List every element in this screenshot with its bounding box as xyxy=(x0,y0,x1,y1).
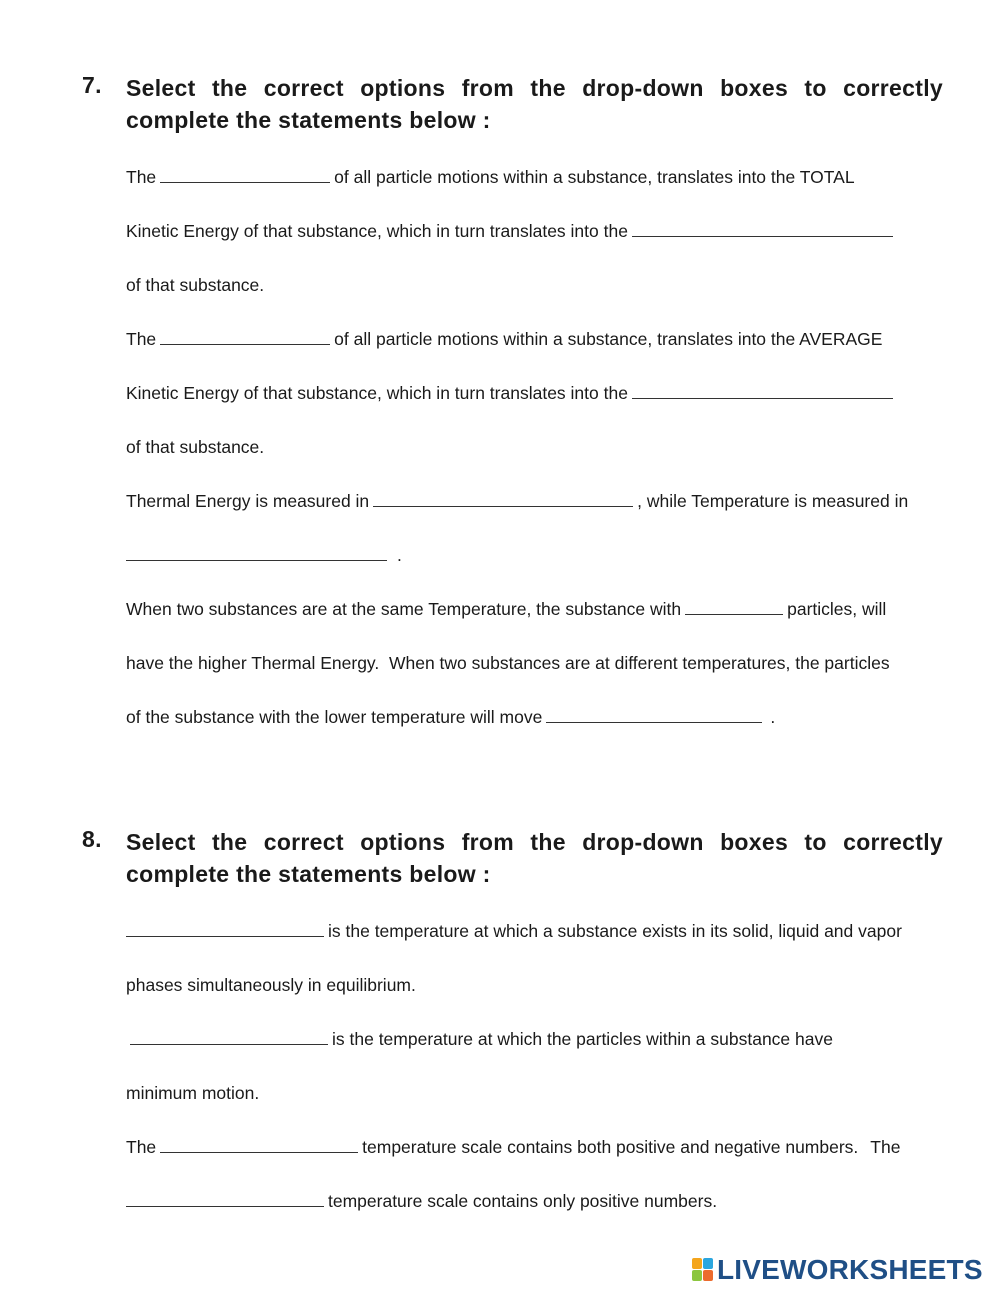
q7-dropdown-7[interactable] xyxy=(685,598,783,615)
q8-dropdown-3[interactable] xyxy=(160,1136,358,1153)
q8-s3-text-d: temperature scale contains only positive numbers. xyxy=(328,1191,718,1211)
question-7-number: 7. xyxy=(82,72,102,98)
q7-s4-text-b: particles, will xyxy=(787,599,887,619)
question-7-instruction-line-1: Select the correct options from the drop-down boxes to correctly xyxy=(126,75,943,101)
question-8-instruction-line-1: Select the correct options from the drop-down boxes to correctly xyxy=(126,829,943,855)
liveworksheets-logo-icon xyxy=(692,1258,714,1282)
q7-statement-3-line-2 xyxy=(126,544,943,566)
question-8-number: 8. xyxy=(82,826,102,852)
q7-s1-text-a: The xyxy=(126,167,157,187)
q7-s4-text-c: have the higher Thermal Energy. When two substances are at different temperatures, the particles xyxy=(126,653,890,673)
q7-statement-4-line-3 xyxy=(126,706,943,728)
q7-s2-text-a: The xyxy=(126,329,157,349)
q8-statement-1-line-1 xyxy=(126,920,943,942)
q7-dropdown-8[interactable] xyxy=(546,706,762,723)
q7-dropdown-6[interactable] xyxy=(126,544,387,561)
q7-statement-1-line-2 xyxy=(126,220,943,242)
liveworksheets-logo-text: LIVEWORKSHEETS xyxy=(717,1254,983,1285)
q7-statement-1-line-1 xyxy=(126,166,943,188)
q7-s3-text-b: , while Temperature is measured in xyxy=(637,491,909,511)
q8-s1-text-b: phases simultaneously in equilibrium. xyxy=(126,975,416,995)
q7-s4-text-d: of the substance with the lower temperature will move xyxy=(126,707,543,727)
question-8-instruction-line-2: complete the statements below : xyxy=(126,861,491,887)
q7-dropdown-5[interactable] xyxy=(373,490,633,507)
liveworksheets-logo xyxy=(692,1255,983,1285)
q7-s1-text-c: Kinetic Energy of that substance, which in turn translates into the xyxy=(126,221,628,241)
q8-dropdown-2[interactable] xyxy=(130,1028,328,1045)
q7-s2-text-c: Kinetic Energy of that substance, which in turn translates into the xyxy=(126,383,628,403)
q8-s3-text-b: temperature scale contains both positive and negative numbers. xyxy=(362,1137,859,1157)
q7-dropdown-3[interactable] xyxy=(160,328,330,345)
question-7-instruction xyxy=(126,72,943,136)
q8-statement-2-line-2 xyxy=(126,1082,943,1104)
q7-s4-text-e: . xyxy=(770,707,776,727)
q7-statement-2-line-2 xyxy=(126,382,943,404)
q7-dropdown-1[interactable] xyxy=(160,166,330,183)
q8-s3-text-c: The xyxy=(870,1137,901,1157)
q7-statement-3-line-1 xyxy=(126,490,943,512)
q7-statement-4-line-2 xyxy=(126,652,943,674)
q7-statement-4-line-1 xyxy=(126,598,943,620)
q7-s2-text-d: of that substance. xyxy=(126,437,265,457)
q8-s1-text-a: is the temperature at which a substance exists in its solid, liquid and vapor xyxy=(328,921,902,941)
q7-statement-1-line-3 xyxy=(126,274,943,296)
q8-dropdown-1[interactable] xyxy=(126,920,324,937)
q8-s3-text-a: The xyxy=(126,1137,157,1157)
q8-s2-text-a: is the temperature at which the particles within a substance have xyxy=(332,1029,833,1049)
q8-statement-1-line-2 xyxy=(126,974,943,996)
q7-s3-text-a: Thermal Energy is measured in xyxy=(126,491,370,511)
q7-s3-text-c: . xyxy=(397,545,402,565)
q7-s4-text-a: When two substances are at the same Temperature, the substance with xyxy=(126,599,682,619)
q8-statement-2-line-1 xyxy=(126,1028,943,1050)
q8-dropdown-4[interactable] xyxy=(126,1190,324,1207)
q8-statement-3-line-2 xyxy=(126,1190,943,1212)
q7-s2-text-b: of all particle motions within a substance, translates into the AVERAGE xyxy=(334,329,883,349)
q7-dropdown-2[interactable] xyxy=(632,220,893,237)
q7-s1-text-b: of all particle motions within a substance, translates into the TOTAL xyxy=(334,167,855,187)
q7-dropdown-4[interactable] xyxy=(632,382,893,399)
q7-statement-2-line-3 xyxy=(126,436,943,458)
question-7-instruction-line-2: complete the statements below : xyxy=(126,107,491,133)
question-8-instruction xyxy=(126,826,943,890)
q8-s2-text-b: minimum motion. xyxy=(126,1083,260,1103)
q8-statement-3-line-1 xyxy=(126,1136,943,1158)
q7-s1-text-d: of that substance. xyxy=(126,275,265,295)
q7-statement-2-line-1 xyxy=(126,328,943,350)
